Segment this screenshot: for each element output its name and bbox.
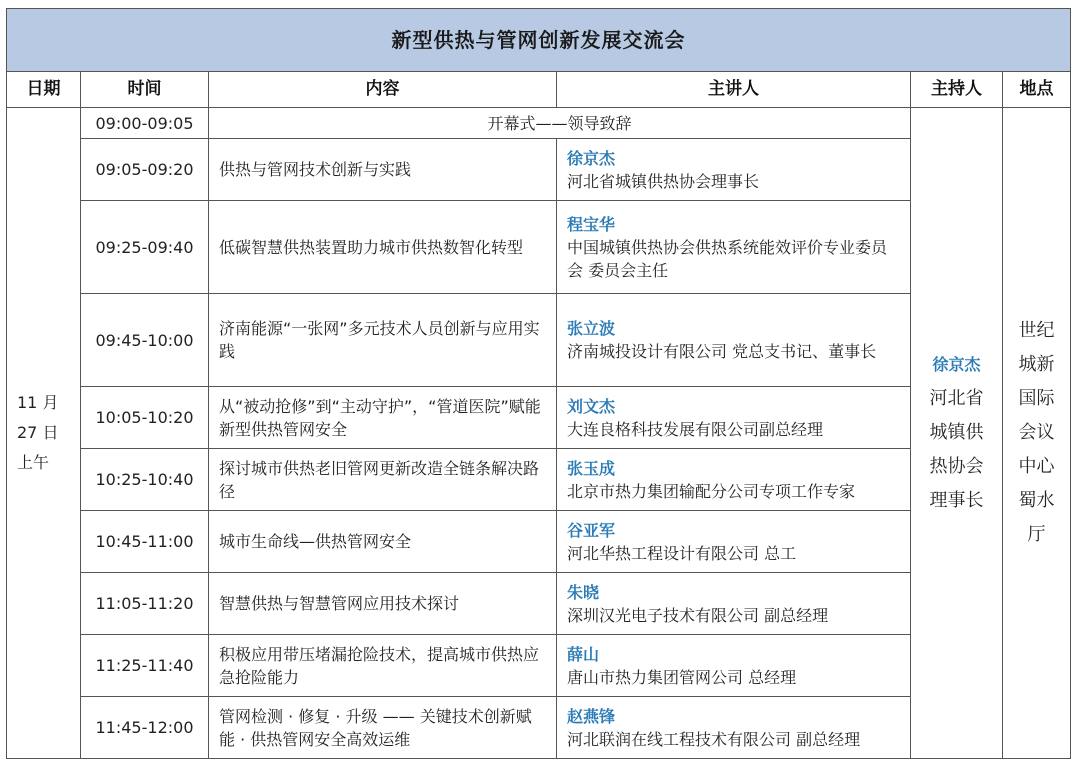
speaker-cell: [557, 201, 911, 294]
speaker-org: 河北联润在线工程技术有限公司 副总经理: [567, 729, 861, 749]
speaker-org: 河北华热工程设计有限公司 总工: [567, 543, 797, 563]
speaker-cell: [557, 697, 911, 759]
host-title-line: 理事长: [929, 490, 984, 511]
speaker-name: 赵燕锋: [567, 706, 616, 726]
content-cell: 积极应用带压堵漏抢险技术，提高城市供热应急抢险能力: [209, 635, 557, 697]
speaker-name: 徐京杰: [567, 148, 616, 168]
content-cell: 探讨城市供热老旧管网更新改造全链条解决路径: [209, 449, 557, 511]
venue-line: 蜀水: [1018, 490, 1055, 511]
speaker-cell: [557, 635, 911, 697]
content-cell: 供热与管网技术创新与实践: [209, 139, 557, 201]
header-host: 主持人: [911, 72, 1003, 108]
speaker-cell: [557, 511, 911, 573]
speaker-cell: [557, 294, 911, 387]
time-cell: 11:25-11:40: [81, 635, 209, 697]
speaker-cell: [557, 139, 911, 201]
table-title: 新型供热与管网创新发展交流会: [7, 9, 1071, 72]
host-title-line: 热协会: [929, 456, 984, 477]
content-cell: 济南能源“一张网”多元技术人员创新与应用实践: [209, 294, 557, 387]
time-cell: 09:05-09:20: [81, 139, 209, 201]
title-row: [7, 9, 1071, 72]
header-date: 日期: [7, 72, 81, 108]
schedule-wrapper: [6, 8, 1071, 759]
venue-line: 会议: [1018, 422, 1055, 443]
speaker-name: 谷亚军: [567, 520, 616, 540]
speaker-org: 河北省城镇供热协会理事长: [567, 171, 760, 191]
venue-line: 城新: [1018, 354, 1055, 375]
header-speaker: 主讲人: [557, 72, 911, 108]
speaker-cell: [557, 573, 911, 635]
venue-line: 国际: [1018, 388, 1055, 409]
date-line: 上午: [17, 453, 50, 472]
time-cell: 09:00-09:05: [81, 108, 209, 139]
speaker-org: 北京市热力集团输配分公司专项工作专家: [567, 481, 856, 501]
content-cell: 城市生命线—供热管网安全: [209, 511, 557, 573]
venue-cell: [1003, 108, 1071, 759]
host-name: 徐京杰: [932, 355, 981, 374]
opening-content: 开幕式——领导致辞: [209, 108, 911, 139]
speaker-org: 中国城镇供热协会供热系统能效评价专业委员会 委员会主任: [567, 237, 888, 280]
speaker-cell: [557, 387, 911, 449]
header-row: [7, 72, 1071, 108]
header-time: 时间: [81, 72, 209, 108]
speaker-org: 唐山市热力集团管网公司 总经理: [567, 667, 797, 687]
header-venue: 地点: [1003, 72, 1071, 108]
time-cell: 10:25-10:40: [81, 449, 209, 511]
time-cell: 10:05-10:20: [81, 387, 209, 449]
venue-line: 中心: [1018, 456, 1055, 477]
time-cell: 09:25-09:40: [81, 201, 209, 294]
venue-line: 世纪: [1018, 320, 1055, 341]
speaker-name: 张立波: [567, 319, 616, 338]
speaker-cell: [557, 449, 911, 511]
host-title-line: 城镇供: [929, 422, 984, 443]
speaker-name: 朱晓: [567, 582, 600, 602]
host-title-line: 河北省: [929, 388, 984, 409]
date-cell: [7, 108, 81, 759]
speaker-name: 张玉成: [567, 458, 616, 478]
content-cell: 管网检测 · 修复 · 升级 —— 关键技术创新赋能 · 供热管网安全高效运维: [209, 697, 557, 759]
speaker-org: 济南城投设计有限公司 党总支书记、董事长: [567, 342, 877, 361]
venue-line: 厅: [1027, 524, 1046, 545]
speaker-name: 薛山: [567, 644, 600, 664]
host-cell: [911, 108, 1003, 759]
time-cell: 11:05-11:20: [81, 573, 209, 635]
content-cell: 低碳智慧供热装置助力城市供热数智化转型: [209, 201, 557, 294]
time-cell: 10:45-11:00: [81, 511, 209, 573]
time-cell: 09:45-10:00: [81, 294, 209, 387]
opening-row: [7, 108, 1071, 139]
time-cell: 11:45-12:00: [81, 697, 209, 759]
content-cell: 从“被动抢修”到“主动守护”，“管道医院”赋能新型供热管网安全: [209, 387, 557, 449]
speaker-org: 大连良格科技发展有限公司副总经理: [567, 419, 824, 439]
date-line: 27 日: [17, 423, 59, 442]
speaker-org: 深圳汉光电子技术有限公司 副总经理: [567, 605, 829, 625]
content-cell: 智慧供热与智慧管网应用技术探讨: [209, 573, 557, 635]
header-content: 内容: [209, 72, 557, 108]
date-line: 11 月: [17, 393, 59, 412]
speaker-name: 程宝华: [567, 214, 616, 234]
schedule-table: [6, 8, 1071, 759]
speaker-name: 刘文杰: [567, 396, 616, 416]
